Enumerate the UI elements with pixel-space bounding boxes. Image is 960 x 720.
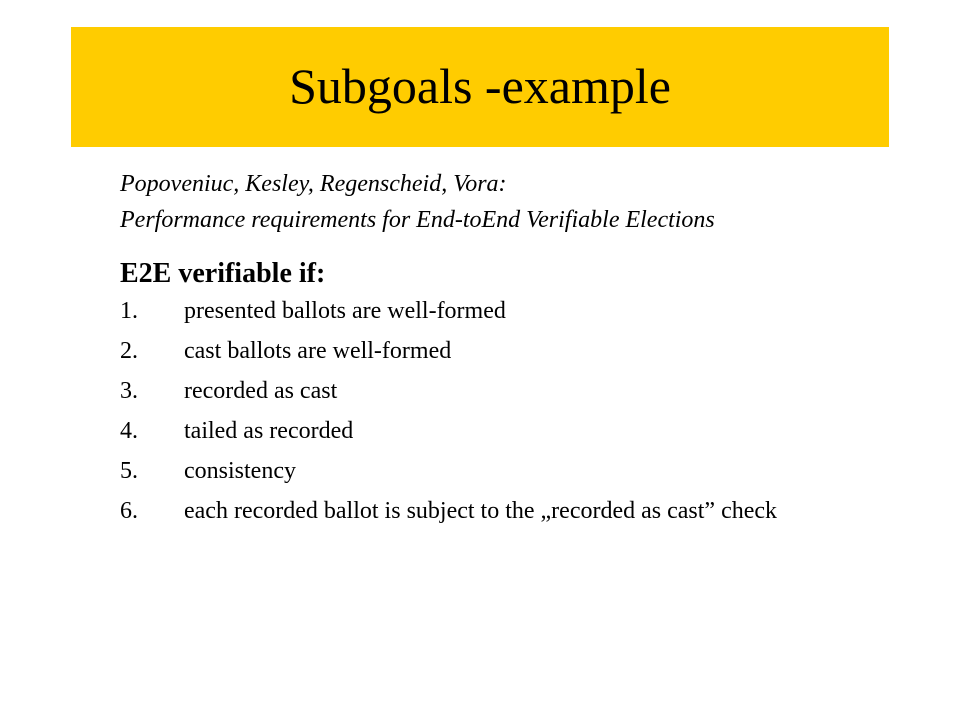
condition-list — [120, 298, 920, 524]
title-banner — [71, 27, 889, 147]
item-number: 4. — [120, 418, 138, 444]
slide-title: Subgoals -example — [289, 58, 671, 114]
item-number: 2. — [120, 338, 138, 364]
item-number: 5. — [120, 458, 138, 484]
item-text: cast ballots are well-formed — [184, 338, 452, 364]
section-heading: E2E verifiable if: — [120, 258, 326, 289]
slide-body — [120, 168, 920, 538]
item-text: recorded as cast — [184, 378, 338, 404]
item-number: 1. — [120, 298, 138, 324]
item-text: each recorded ballot is subject to the „recorded as cast” check — [184, 498, 778, 524]
list-item — [120, 338, 920, 364]
item-number: 3. — [120, 378, 138, 404]
item-number: 6. — [120, 498, 138, 524]
list-item — [120, 378, 920, 404]
list-item — [120, 498, 920, 524]
item-text: presented ballots are well-formed — [184, 298, 506, 324]
list-item — [120, 298, 920, 324]
item-text: tailed as recorded — [184, 418, 354, 444]
reference-title: Performance requirements for End-toEnd Verifiable Elections — [120, 207, 715, 233]
list-item — [120, 458, 920, 484]
item-text: consistency — [184, 458, 296, 484]
reference-authors: Popoveniuc, Kesley, Regenscheid, Vora: — [120, 171, 507, 197]
list-item — [120, 418, 920, 444]
